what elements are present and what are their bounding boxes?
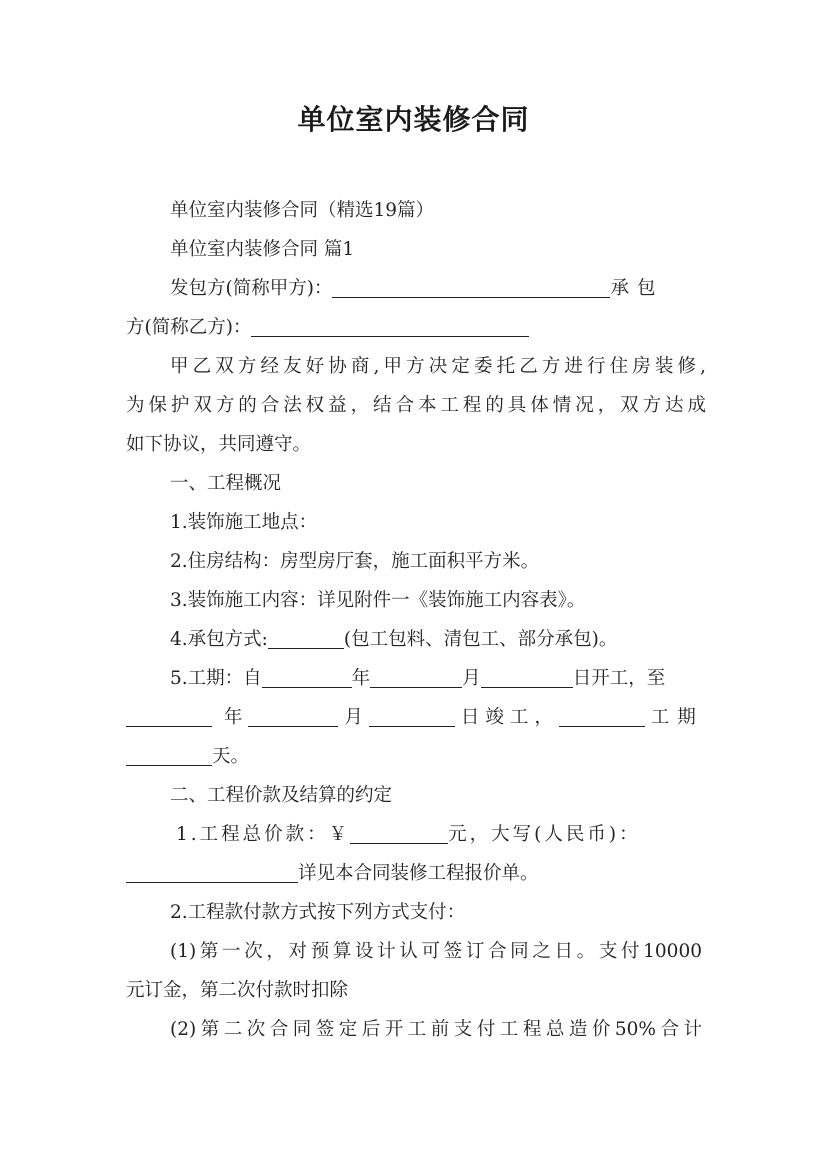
intro-line-1: 甲乙双方经友好协商,甲方决定委托乙方进行住房装修,	[170, 356, 706, 377]
subtitle: 单位室内装修合同（精选19篇）	[170, 200, 435, 221]
party-b-label-start: 承包	[610, 278, 664, 299]
document-title: 单位室内装修合同	[297, 103, 530, 136]
section1-item3: 3.装饰施工内容：详见附件一《装饰施工内容表》。	[170, 590, 586, 611]
item5-days-blank	[126, 745, 212, 766]
party-a-line	[170, 275, 706, 303]
section1-item2: 2.住房结构：房型房厅套，施工面积平方米。	[170, 551, 540, 572]
party-b-line	[126, 314, 706, 342]
section1-heading: 一、工程概况	[170, 473, 282, 494]
item5-start: 日开工，至	[572, 668, 666, 689]
item4-suffix: (包工包料、清包工、部分承包)。	[343, 629, 618, 650]
item5-month: 月	[462, 668, 481, 689]
party-b-blank	[251, 316, 529, 337]
price-blank	[350, 823, 448, 844]
party-a-blank	[332, 277, 610, 298]
item1-tail: 详见本合同装修工程报价单。	[298, 863, 539, 884]
section2-item1-line1	[176, 821, 696, 849]
chapter-heading: 单位室内装修合同 篇1	[170, 239, 355, 260]
section2-item2: 2.工程款付款方式按下列方式支付：	[170, 902, 466, 923]
section1-item4	[170, 626, 750, 654]
item5-period: 工期	[650, 707, 704, 728]
payment1-line1: (1)第一次，对预算设计认可签订合同之日。支付10000	[170, 941, 702, 962]
item5-year-blank	[262, 667, 352, 688]
payment2-line1: (2)第二次合同签定后开工前支付工程总造价50%合计	[170, 1019, 702, 1040]
item5-period-blank	[559, 706, 645, 727]
item5-year2-blank	[126, 706, 212, 727]
item5-month2: 月	[344, 707, 363, 728]
payment1-line2: 元订金，第二次付款时扣除	[126, 980, 349, 1001]
section1-item1: 1.装饰施工地点：	[170, 512, 318, 533]
price-words-blank	[126, 862, 298, 883]
item5-year: 年	[351, 668, 371, 689]
item5-month-blank	[370, 667, 462, 688]
party-a-label: 发包方(简称甲方)：	[170, 278, 333, 299]
party-b-label: 方(简称乙方)：	[126, 317, 252, 338]
item1-mid: 元，大写(人民币)：	[448, 824, 641, 845]
item4-label: 4.承包方式:	[170, 629, 268, 650]
section1-item5-line3	[126, 743, 706, 771]
item4-blank	[268, 628, 344, 649]
item5-year2: 年	[223, 707, 243, 728]
item5-label: 5.工期：自	[170, 668, 262, 689]
item5-days: 天。	[212, 746, 250, 767]
section1-item5-line2	[126, 704, 706, 732]
intro-line-2: 为保护双方的合法权益，结合本工程的具体情况，双方达成	[126, 395, 706, 416]
item5-month2-blank	[248, 706, 338, 727]
item5-day2-blank	[369, 706, 455, 727]
section2-item1-line2	[126, 860, 706, 888]
section1-item5-line1	[170, 665, 750, 693]
intro-line-3: 如下协议，共同遵守。	[126, 434, 312, 455]
item1-label: 1.工程总价款：￥	[176, 824, 351, 845]
item5-end: 日竣工，	[460, 707, 559, 728]
section2-heading: 二、工程价款及结算的约定	[170, 785, 393, 806]
item5-day-blank	[481, 667, 573, 688]
